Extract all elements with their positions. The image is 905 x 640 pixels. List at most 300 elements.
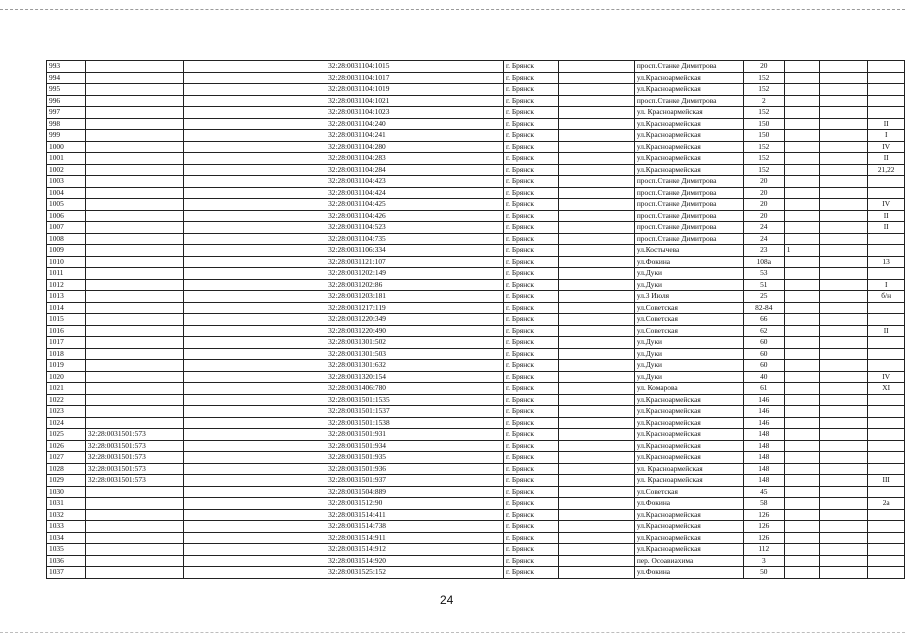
cadastral-number-cell: 32:28:0031220:349	[184, 314, 504, 326]
house-number-cell: 152	[743, 72, 784, 84]
street-cell: просп.Станке Димитрова	[634, 95, 743, 107]
row-number-cell: 1008	[47, 233, 86, 245]
parent-cadastral-cell	[85, 107, 183, 119]
premises-cell: IV	[868, 141, 905, 153]
parent-cadastral-cell	[85, 245, 183, 257]
cadastral-number-cell: 32:28:0031501:935	[184, 452, 504, 464]
table-row	[47, 72, 905, 84]
city-cell: г. Брянск	[503, 222, 558, 234]
row-number-cell: 1035	[47, 544, 86, 556]
house-number-cell: 150	[743, 130, 784, 142]
parent-cadastral-cell	[85, 521, 183, 533]
premises-cell: 21,22	[868, 164, 905, 176]
table-row	[47, 187, 905, 199]
empty-cell	[559, 268, 635, 280]
cadastral-number-cell: 32:28:0031501:934	[184, 440, 504, 452]
street-cell: ул.Красноармейская	[634, 141, 743, 153]
street-cell: просп.Станке Димитрова	[634, 233, 743, 245]
city-cell: г. Брянск	[503, 141, 558, 153]
row-number-cell: 1019	[47, 360, 86, 372]
city-cell: г. Брянск	[503, 567, 558, 579]
row-number-cell: 1005	[47, 199, 86, 211]
register-table-container	[46, 60, 905, 579]
empty-cell	[559, 199, 635, 211]
building-cell	[784, 95, 819, 107]
empty-cell	[819, 440, 868, 452]
row-number-cell: 1018	[47, 348, 86, 360]
empty-cell	[819, 268, 868, 280]
table-row	[47, 233, 905, 245]
table-row	[47, 84, 905, 96]
building-cell	[784, 544, 819, 556]
row-number-cell: 999	[47, 130, 86, 142]
premises-cell	[868, 107, 905, 119]
city-cell: г. Брянск	[503, 440, 558, 452]
empty-cell	[819, 452, 868, 464]
empty-cell	[559, 417, 635, 429]
row-number-cell: 1016	[47, 325, 86, 337]
building-cell	[784, 291, 819, 303]
building-cell	[784, 84, 819, 96]
table-row	[47, 544, 905, 556]
cadastral-number-cell: 32:28:0031514:411	[184, 509, 504, 521]
empty-cell	[559, 555, 635, 567]
cadastral-number-cell: 32:28:0031501:937	[184, 475, 504, 487]
house-number-cell: 61	[743, 383, 784, 395]
street-cell: ул.Красноармейская	[634, 532, 743, 544]
row-number-cell: 1009	[47, 245, 86, 257]
row-number-cell: 997	[47, 107, 86, 119]
city-cell: г. Брянск	[503, 532, 558, 544]
building-cell	[784, 199, 819, 211]
building-cell	[784, 153, 819, 165]
empty-cell	[559, 475, 635, 487]
house-number-cell: 152	[743, 153, 784, 165]
city-cell: г. Брянск	[503, 61, 558, 73]
empty-cell	[559, 498, 635, 510]
empty-cell	[559, 567, 635, 579]
empty-cell	[819, 394, 868, 406]
premises-cell: XI	[868, 383, 905, 395]
premises-cell: III	[868, 475, 905, 487]
premises-cell	[868, 314, 905, 326]
premises-cell	[868, 302, 905, 314]
empty-cell	[559, 532, 635, 544]
parent-cadastral-cell	[85, 141, 183, 153]
empty-cell	[559, 291, 635, 303]
table-row	[47, 279, 905, 291]
parent-cadastral-cell	[85, 394, 183, 406]
house-number-cell: 20	[743, 176, 784, 188]
empty-cell	[559, 486, 635, 498]
premises-cell	[868, 72, 905, 84]
table-row	[47, 394, 905, 406]
row-number-cell: 1010	[47, 256, 86, 268]
city-cell: г. Брянск	[503, 199, 558, 211]
table-row	[47, 337, 905, 349]
cadastral-number-cell: 32:28:0031525:152	[184, 567, 504, 579]
premises-cell: б/н	[868, 291, 905, 303]
cadastral-number-cell: 32:28:0031501:1538	[184, 417, 504, 429]
street-cell: ул.Красноармейская	[634, 394, 743, 406]
empty-cell	[559, 279, 635, 291]
cadastral-number-cell: 32:28:0031104:424	[184, 187, 504, 199]
empty-cell	[819, 291, 868, 303]
city-cell: г. Брянск	[503, 268, 558, 280]
parent-cadastral-cell	[85, 555, 183, 567]
table-row	[47, 417, 905, 429]
building-cell	[784, 348, 819, 360]
empty-cell	[819, 348, 868, 360]
empty-cell	[819, 406, 868, 418]
house-number-cell: 60	[743, 360, 784, 372]
street-cell: ул. Комарова	[634, 383, 743, 395]
street-cell: ул.Красноармейская	[634, 452, 743, 464]
street-cell: ул.Дуки	[634, 279, 743, 291]
empty-cell	[819, 429, 868, 441]
building-cell	[784, 417, 819, 429]
empty-cell	[559, 130, 635, 142]
street-cell: ул. Красноармейская	[634, 107, 743, 119]
parent-cadastral-cell	[85, 532, 183, 544]
house-number-cell: 50	[743, 567, 784, 579]
building-cell	[784, 107, 819, 119]
row-number-cell: 1032	[47, 509, 86, 521]
empty-cell	[559, 314, 635, 326]
building-cell	[784, 406, 819, 418]
house-number-cell: 2	[743, 95, 784, 107]
parent-cadastral-cell	[85, 268, 183, 280]
row-number-cell: 993	[47, 61, 86, 73]
premises-cell	[868, 348, 905, 360]
city-cell: г. Брянск	[503, 360, 558, 372]
table-row	[47, 314, 905, 326]
parent-cadastral-cell	[85, 256, 183, 268]
row-number-cell: 1036	[47, 555, 86, 567]
cadastral-number-cell: 32:28:0031104:423	[184, 176, 504, 188]
street-cell: ул.Советская	[634, 325, 743, 337]
city-cell: г. Брянск	[503, 337, 558, 349]
cadastral-number-cell: 32:28:0031104:284	[184, 164, 504, 176]
parent-cadastral-cell: 32:28:0031501:573	[85, 475, 183, 487]
row-number-cell: 1031	[47, 498, 86, 510]
city-cell: г. Брянск	[503, 463, 558, 475]
street-cell: ул.Дуки	[634, 337, 743, 349]
empty-cell	[819, 95, 868, 107]
building-cell	[784, 164, 819, 176]
street-cell: ул.Советская	[634, 302, 743, 314]
row-number-cell: 994	[47, 72, 86, 84]
city-cell: г. Брянск	[503, 475, 558, 487]
cadastral-number-cell: 32:28:0031106:334	[184, 245, 504, 257]
premises-cell	[868, 95, 905, 107]
row-number-cell: 1022	[47, 394, 86, 406]
row-number-cell: 1014	[47, 302, 86, 314]
street-cell: ул.Красноармейская	[634, 544, 743, 556]
row-number-cell: 1029	[47, 475, 86, 487]
premises-cell	[868, 429, 905, 441]
city-cell: г. Брянск	[503, 164, 558, 176]
table-row	[47, 256, 905, 268]
building-cell	[784, 394, 819, 406]
city-cell: г. Брянск	[503, 256, 558, 268]
parent-cadastral-cell	[85, 72, 183, 84]
building-cell	[784, 314, 819, 326]
cadastral-number-cell: 32:28:0031512:90	[184, 498, 504, 510]
house-number-cell: 146	[743, 406, 784, 418]
empty-cell	[559, 302, 635, 314]
premises-cell	[868, 486, 905, 498]
premises-cell	[868, 555, 905, 567]
house-number-cell: 40	[743, 371, 784, 383]
parent-cadastral-cell	[85, 187, 183, 199]
premises-cell: II	[868, 153, 905, 165]
city-cell: г. Брянск	[503, 233, 558, 245]
street-cell: ул.Советская	[634, 486, 743, 498]
building-cell	[784, 371, 819, 383]
cadastral-number-cell: 32:28:0031504:889	[184, 486, 504, 498]
street-cell: ул.Костычева	[634, 245, 743, 257]
cadastral-number-cell: 32:28:0031203:181	[184, 291, 504, 303]
house-number-cell: 108а	[743, 256, 784, 268]
parent-cadastral-cell	[85, 325, 183, 337]
empty-cell	[559, 222, 635, 234]
cadastral-number-cell: 32:28:0031301:502	[184, 337, 504, 349]
table-row	[47, 222, 905, 234]
empty-cell	[559, 521, 635, 533]
parent-cadastral-cell: 32:28:0031501:573	[85, 429, 183, 441]
empty-cell	[559, 245, 635, 257]
building-cell	[784, 130, 819, 142]
empty-cell	[559, 440, 635, 452]
premises-cell	[868, 440, 905, 452]
city-cell: г. Брянск	[503, 486, 558, 498]
street-cell: ул.Красноармейская	[634, 84, 743, 96]
city-cell: г. Брянск	[503, 371, 558, 383]
cadastral-number-cell: 32:28:0031406:780	[184, 383, 504, 395]
city-cell: г. Брянск	[503, 348, 558, 360]
empty-cell	[559, 164, 635, 176]
parent-cadastral-cell	[85, 498, 183, 510]
house-number-cell: 20	[743, 187, 784, 199]
building-cell	[784, 360, 819, 372]
house-number-cell: 152	[743, 141, 784, 153]
parent-cadastral-cell	[85, 567, 183, 579]
building-cell	[784, 486, 819, 498]
empty-cell	[819, 130, 868, 142]
street-cell: ул.Советская	[634, 314, 743, 326]
house-number-cell: 112	[743, 544, 784, 556]
building-cell	[784, 509, 819, 521]
row-number-cell: 1025	[47, 429, 86, 441]
street-cell: ул.Красноармейская	[634, 429, 743, 441]
empty-cell	[559, 118, 635, 130]
row-number-cell: 1023	[47, 406, 86, 418]
house-number-cell: 150	[743, 118, 784, 130]
street-cell: ул.Красноармейская	[634, 440, 743, 452]
empty-cell	[559, 256, 635, 268]
street-cell: просп.Станке Димитрова	[634, 222, 743, 234]
house-number-cell: 62	[743, 325, 784, 337]
empty-cell	[819, 245, 868, 257]
table-row	[47, 118, 905, 130]
city-cell: г. Брянск	[503, 291, 558, 303]
parent-cadastral-cell	[85, 233, 183, 245]
cadastral-number-cell: 32:28:0031301:632	[184, 360, 504, 372]
cadastral-number-cell: 32:28:0031220:490	[184, 325, 504, 337]
row-number-cell: 1003	[47, 176, 86, 188]
parent-cadastral-cell	[85, 302, 183, 314]
empty-cell	[559, 360, 635, 372]
empty-cell	[559, 348, 635, 360]
empty-cell	[819, 360, 868, 372]
empty-cell	[819, 199, 868, 211]
city-cell: г. Брянск	[503, 406, 558, 418]
city-cell: г. Брянск	[503, 325, 558, 337]
table-row	[47, 532, 905, 544]
house-number-cell: 152	[743, 164, 784, 176]
house-number-cell: 20	[743, 61, 784, 73]
premises-cell: II	[868, 222, 905, 234]
building-cell	[784, 325, 819, 337]
parent-cadastral-cell	[85, 383, 183, 395]
premises-cell	[868, 176, 905, 188]
parent-cadastral-cell	[85, 279, 183, 291]
table-row	[47, 452, 905, 464]
row-number-cell: 1007	[47, 222, 86, 234]
table-row	[47, 348, 905, 360]
street-cell: ул.Красноармейская	[634, 417, 743, 429]
cadastral-number-cell: 32:28:0031514:911	[184, 532, 504, 544]
building-cell	[784, 383, 819, 395]
parent-cadastral-cell: 32:28:0031501:573	[85, 452, 183, 464]
premises-cell	[868, 567, 905, 579]
premises-cell	[868, 417, 905, 429]
street-cell: ул.Красноармейская	[634, 130, 743, 142]
cadastral-number-cell: 32:28:0031501:936	[184, 463, 504, 475]
building-cell	[784, 475, 819, 487]
building-cell	[784, 452, 819, 464]
register-table-body	[47, 61, 905, 579]
city-cell: г. Брянск	[503, 245, 558, 257]
street-cell: ул.Фокина	[634, 498, 743, 510]
empty-cell	[819, 532, 868, 544]
street-cell: ул.Фокина	[634, 567, 743, 579]
street-cell: ул.3 Июля	[634, 291, 743, 303]
cadastral-number-cell: 32:28:0031104:1021	[184, 95, 504, 107]
building-cell	[784, 567, 819, 579]
house-number-cell: 51	[743, 279, 784, 291]
empty-cell	[559, 210, 635, 222]
table-row	[47, 406, 905, 418]
building-cell	[784, 440, 819, 452]
parent-cadastral-cell	[85, 176, 183, 188]
city-cell: г. Брянск	[503, 314, 558, 326]
building-cell	[784, 463, 819, 475]
cadastral-number-cell: 32:28:0031121:107	[184, 256, 504, 268]
city-cell: г. Брянск	[503, 521, 558, 533]
premises-cell	[868, 268, 905, 280]
empty-cell	[819, 61, 868, 73]
cadastral-number-cell: 32:28:0031202:149	[184, 268, 504, 280]
premises-cell	[868, 452, 905, 464]
building-cell	[784, 61, 819, 73]
city-cell: г. Брянск	[503, 130, 558, 142]
table-row	[47, 61, 905, 73]
parent-cadastral-cell	[85, 360, 183, 372]
cadastral-number-cell: 32:28:0031104:425	[184, 199, 504, 211]
house-number-cell: 66	[743, 314, 784, 326]
cadastral-number-cell: 32:28:0031320:154	[184, 371, 504, 383]
street-cell: просп.Станке Димитрова	[634, 199, 743, 211]
premises-cell	[868, 544, 905, 556]
building-cell	[784, 233, 819, 245]
city-cell: г. Брянск	[503, 417, 558, 429]
street-cell: просп.Станке Димитрова	[634, 176, 743, 188]
premises-cell	[868, 509, 905, 521]
empty-cell	[559, 406, 635, 418]
empty-cell	[559, 72, 635, 84]
parent-cadastral-cell	[85, 509, 183, 521]
row-number-cell: 1004	[47, 187, 86, 199]
house-number-cell: 24	[743, 233, 784, 245]
cadastral-number-cell: 32:28:0031104:1019	[184, 84, 504, 96]
building-cell	[784, 256, 819, 268]
empty-cell	[559, 371, 635, 383]
empty-cell	[819, 210, 868, 222]
city-cell: г. Брянск	[503, 509, 558, 521]
city-cell: г. Брянск	[503, 176, 558, 188]
empty-cell	[819, 555, 868, 567]
empty-cell	[819, 509, 868, 521]
empty-cell	[819, 279, 868, 291]
scan-top-edge	[0, 9, 905, 10]
table-row	[47, 498, 905, 510]
empty-cell	[559, 337, 635, 349]
row-number-cell: 1024	[47, 417, 86, 429]
table-row	[47, 567, 905, 579]
street-cell: ул. Красноармейская	[634, 475, 743, 487]
city-cell: г. Брянск	[503, 118, 558, 130]
table-row	[47, 245, 905, 257]
cadastral-number-cell: 32:28:0031104:1015	[184, 61, 504, 73]
cadastral-number-cell: 32:28:0031104:283	[184, 153, 504, 165]
city-cell: г. Брянск	[503, 153, 558, 165]
street-cell: ул.Дуки	[634, 268, 743, 280]
cadastral-number-cell: 32:28:0031104:240	[184, 118, 504, 130]
empty-cell	[559, 176, 635, 188]
house-number-cell: 82-84	[743, 302, 784, 314]
cadastral-number-cell: 32:28:0031217:119	[184, 302, 504, 314]
city-cell: г. Брянск	[503, 544, 558, 556]
house-number-cell: 45	[743, 486, 784, 498]
city-cell: г. Брянск	[503, 107, 558, 119]
empty-cell	[819, 256, 868, 268]
house-number-cell: 23	[743, 245, 784, 257]
table-row	[47, 429, 905, 441]
building-cell: 1	[784, 245, 819, 257]
building-cell	[784, 521, 819, 533]
building-cell	[784, 429, 819, 441]
empty-cell	[819, 567, 868, 579]
table-row	[47, 509, 905, 521]
empty-cell	[819, 463, 868, 475]
city-cell: г. Брянск	[503, 210, 558, 222]
street-cell: просп.Станке Димитрова	[634, 210, 743, 222]
house-number-cell: 126	[743, 532, 784, 544]
parent-cadastral-cell	[85, 118, 183, 130]
cadastral-number-cell: 32:28:0031202:86	[184, 279, 504, 291]
